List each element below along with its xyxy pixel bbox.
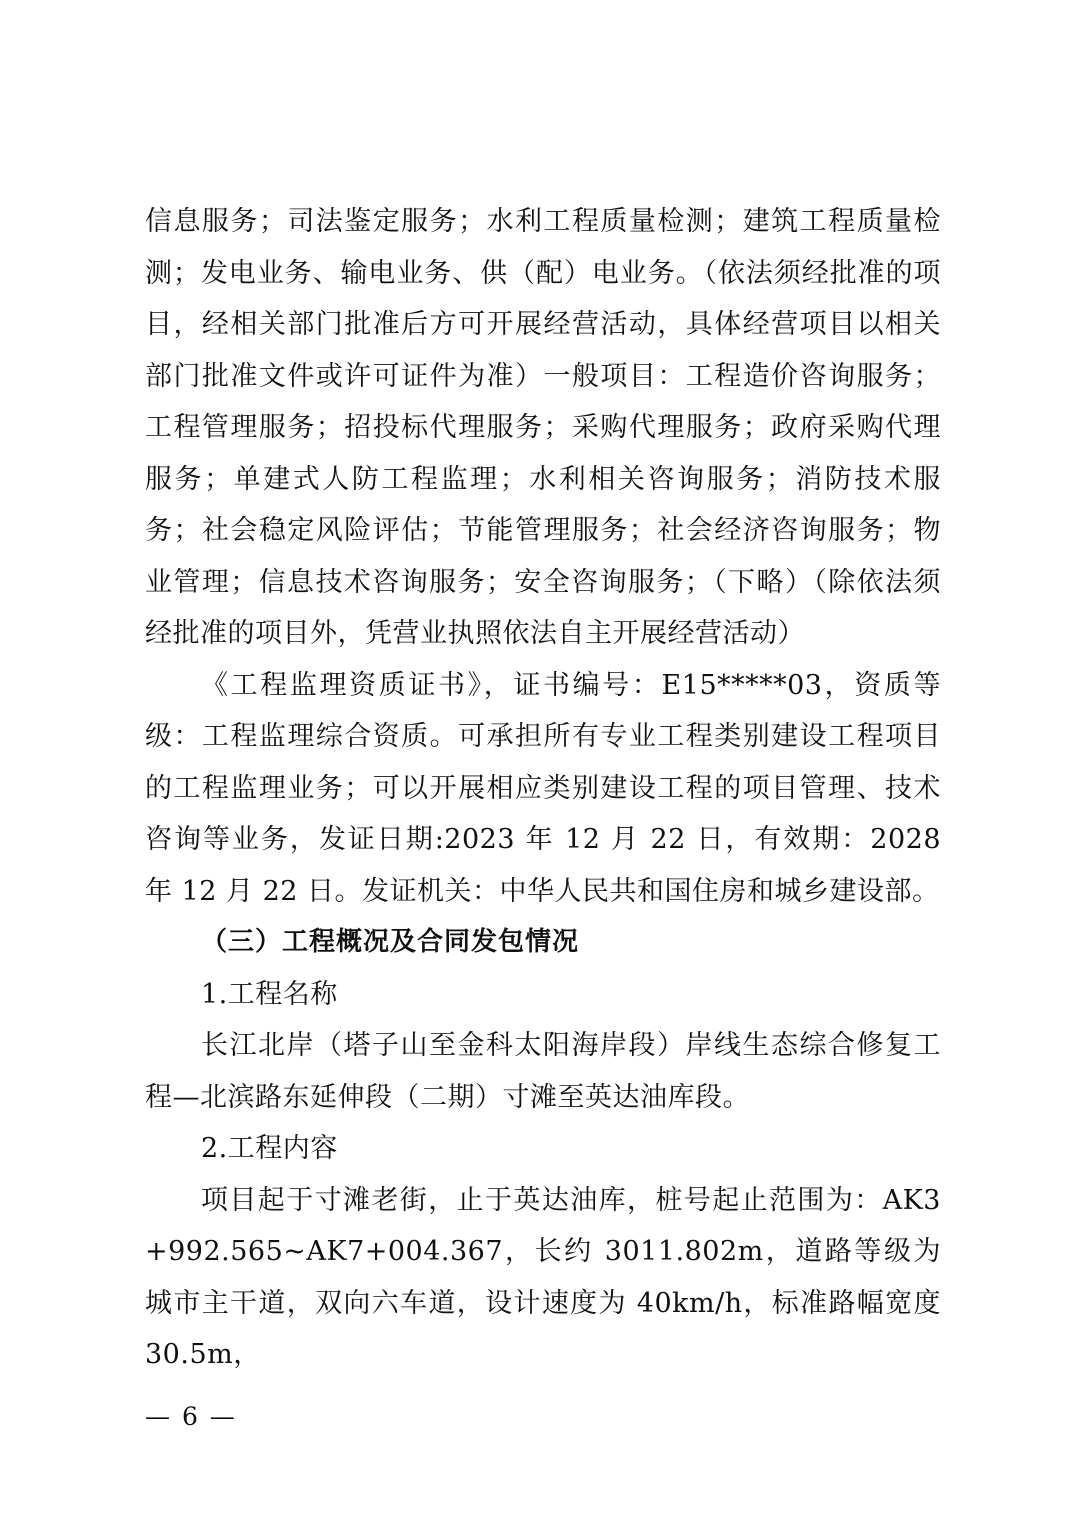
subheading-project-content: 2.工程内容 (201, 1133, 338, 1164)
project-content-paragraph: 项目起于寸滩老街，止于英达油库，桩号起止范围为：AK3+992.565~AK7+004.367，长约 3011.802m，道路等级为城市主干道，双向六车道，设计速度为 40km/h，标准路幅宽度 30.5m， (145, 1184, 941, 1370)
subheading-project-name: 1.工程名称 (201, 978, 338, 1010)
document-body (145, 196, 941, 1381)
page-number: — 6 — (145, 1402, 237, 1431)
business-scope-paragraph: 信息服务；司法鉴定服务；水利工程质量检测；建筑工程质量检测；发电业务、输电业务、供（配）电业务。（依法须经批准的项目，经相关部门批准后方可开展经营活动，具体经营项目以相关部门批准文件或许可证件为准）一般项目：工程造价咨询服务；工程管理服务；招投标代理服务；采购代理服务；政府采购代理服务；单建式人防工程监理；水利相关咨询服务；消防技术服务；社会稳定风险评估；节能管理服务；社会经济咨询服务；物业管理；信息技术咨询服务；安全咨询服务；（下略）（除依法须经批准的项目外，凭营业执照依法自主开展经营活动） (145, 206, 941, 649)
certificate-paragraph: 《工程监理资质证书》，证书编号：E15*****03，资质等级：工程监理综合资质。可承担所有专业工程类别建设工程项目的工程监理业务；可以开展相应类别建设工程的项目管理、技术咨询等业务，发证日期:2023 年 12 月 22 日，有效期：2028 年 12 月 22 日。发证机关：中华人民共和国住房和城乡建设部。 (145, 669, 941, 907)
section-heading-3: （三）工程概况及合同发包情况 (201, 927, 580, 957)
project-name-paragraph: 长江北岸（塔子山至金科太阳海岸段）岸线生态综合修复工程—北滨路东延伸段（二期）寸滩至英达油库段。 (145, 1030, 941, 1113)
